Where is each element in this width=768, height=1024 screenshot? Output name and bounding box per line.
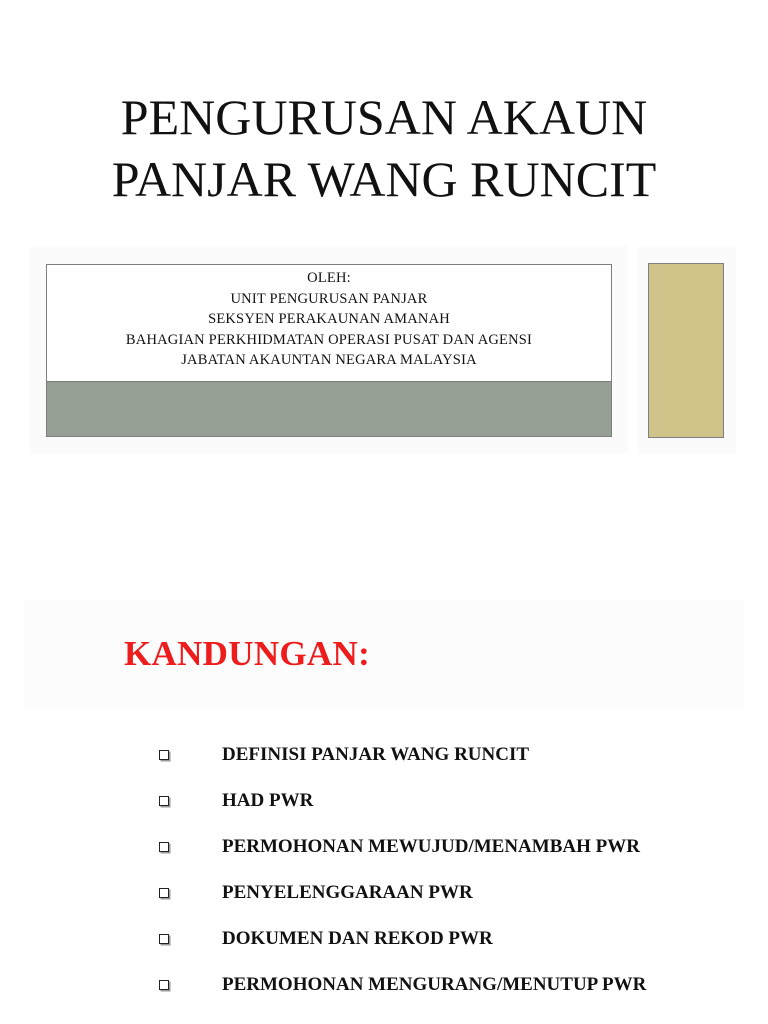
- square-bullet-icon: [159, 888, 169, 898]
- subtitle-box: [46, 264, 612, 437]
- list-item-label: PERMOHONAN MEWUJUD/MENAMBAH PWR: [222, 836, 640, 857]
- list-item-label: HAD PWR: [222, 790, 314, 811]
- list-item: [0, 878, 768, 908]
- author-block: [47, 268, 611, 371]
- subtitle-color-bar: [47, 381, 611, 436]
- square-bullet-icon: [159, 842, 169, 852]
- author-unit: UNIT PENGURUSAN PANJAR: [230, 290, 428, 307]
- accent-color-block: [648, 263, 724, 438]
- author-section: SEKSYEN PERAKAUNAN AMANAH: [208, 311, 450, 327]
- list-item-label: PENYELENGGARAAN PWR: [222, 882, 473, 903]
- list-item: [0, 832, 768, 862]
- author-department: JABATAN AKAUNTAN NEGARA MALAYSIA: [181, 352, 477, 368]
- list-item: [0, 740, 768, 770]
- list-item: [0, 924, 768, 954]
- list-item-label: DEFINISI PANJAR WANG RUNCIT: [222, 744, 530, 765]
- list-item: [0, 970, 768, 1000]
- square-bullet-icon: [159, 796, 169, 806]
- square-bullet-icon: [159, 750, 169, 760]
- title-line-1: PENGURUSAN AKAUN: [120, 89, 648, 145]
- list-item-label: DOKUMEN DAN REKOD PWR: [222, 928, 493, 949]
- author-division: BAHAGIAN PERKHIDMATAN OPERASI PUSAT DAN AGENSI: [125, 331, 533, 348]
- list-item: [0, 786, 768, 816]
- square-bullet-icon: [159, 980, 169, 990]
- list-item-label: PERMOHONAN MENGURANG/MENUTUP PWR: [222, 974, 647, 995]
- contents-heading: KANDUNGAN:: [124, 634, 371, 673]
- title-line-2: PANJAR WANG RUNCIT: [111, 151, 657, 207]
- author-by-label: OLEH:: [307, 270, 351, 286]
- presentation-title: [0, 86, 768, 210]
- square-bullet-icon: [159, 934, 169, 944]
